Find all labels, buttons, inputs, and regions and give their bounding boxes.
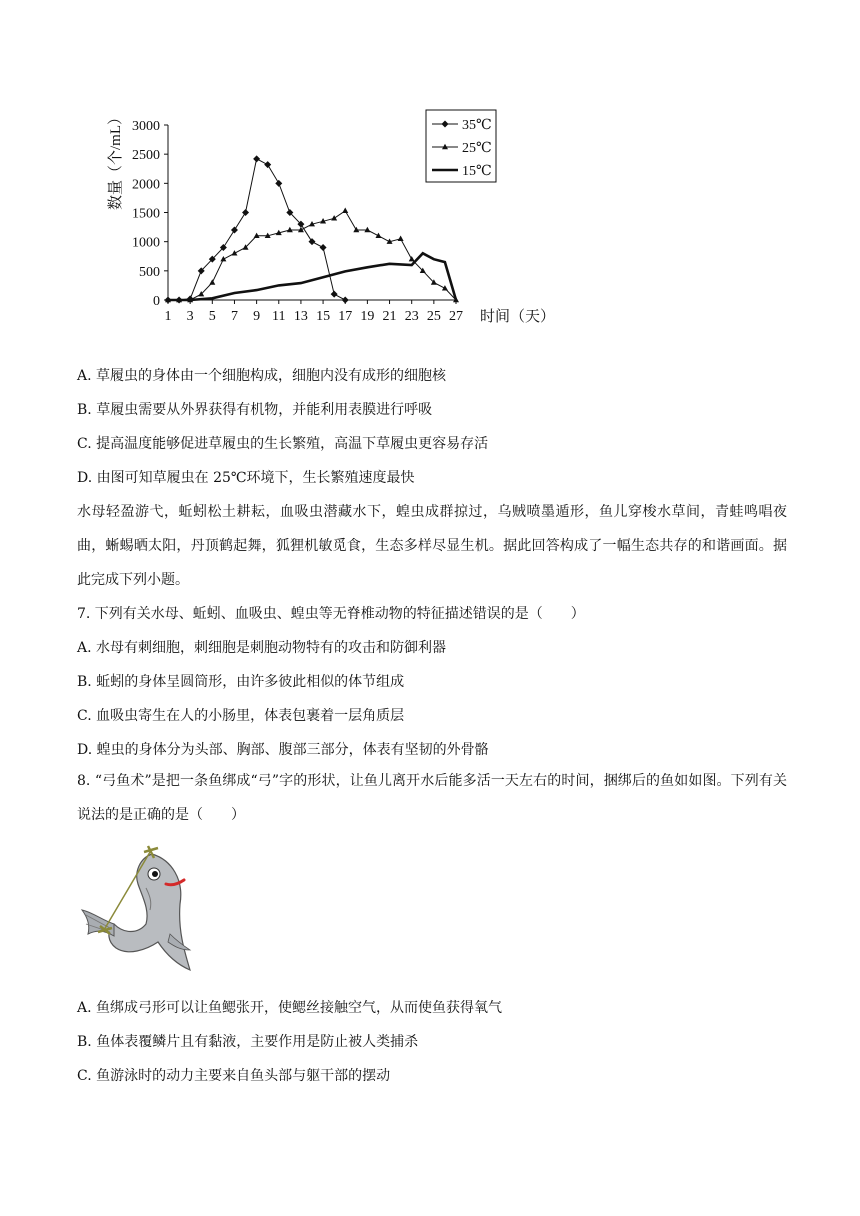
- q8-option-b: B. 鱼体表覆鳞片且有黏液，主要作用是防止被人类捕杀: [77, 1034, 419, 1050]
- x-tick-label: 21: [382, 309, 397, 324]
- legend-label: 35℃: [462, 118, 492, 133]
- data-point: [320, 244, 327, 251]
- data-point: [231, 250, 237, 255]
- q6-option-d: D. 由图可知草履虫在 25℃环境下，生长繁殖速度最快: [77, 470, 415, 486]
- y-tick-label: 0: [153, 294, 160, 309]
- q6-option-c: C. 提高温度能够促进草履虫的生长繁殖，高温下草履虫更容易存活: [77, 436, 489, 452]
- data-point: [253, 155, 260, 162]
- y-tick-label: 1500: [132, 206, 160, 222]
- x-tick-label: 11: [272, 309, 286, 324]
- x-tick-label: 27: [449, 309, 463, 324]
- data-point: [275, 180, 282, 187]
- data-point: [442, 285, 448, 290]
- q7-option-d: D. 蝗虫的身体分为头部、胸部、腹部三部分，体表有坚韧的外骨骼: [77, 742, 489, 758]
- x-tick-label: 1: [164, 309, 172, 324]
- x-tick-label: 3: [186, 309, 194, 324]
- x-tick-label: 19: [360, 309, 375, 324]
- population-line-chart: [100, 105, 580, 340]
- x-tick-label: 23: [404, 309, 419, 324]
- q7-stem: 7. 下列有关水母、蚯蚓、血吸虫、蝗虫等无脊椎动物的特征描述错误的是（ ）: [77, 606, 585, 622]
- y-axis-label: 数量（个/mL）: [108, 110, 124, 210]
- chart-legend: [426, 110, 496, 182]
- data-point: [331, 215, 337, 220]
- q8-stem: 8. “弓鱼术”是把一条鱼绑成“弓”字的形状，让鱼儿离开水后能多活一天左右的时间，捆绑后的鱼如如图。下列有关说法的是正确的是（ ）: [77, 773, 787, 823]
- x-tick-label: 5: [208, 309, 216, 324]
- q6-option-a: A. 草履虫的身体由一个细胞构成，细胞内没有成形的细胞核: [77, 368, 447, 384]
- x-tick-label: 9: [253, 309, 261, 324]
- q7-option-b: B. 蚯蚓的身体呈圆筒形，由许多彼此相似的体节组成: [77, 674, 405, 690]
- q7-option-a: A. 水母有刺细胞，刺细胞是刺胞动物特有的攻击和防御利器: [77, 640, 447, 656]
- data-point: [309, 238, 316, 245]
- data-point: [398, 236, 404, 241]
- q8-option-a: A. 鱼绑成弓形可以让鱼鳃张开，使鳃丝接触空气，从而使鱼获得氧气: [77, 1000, 503, 1016]
- q8-option-c: C. 鱼游泳时的动力主要来自鱼头部与躯干部的摆动: [77, 1068, 391, 1084]
- legend-label: 25℃: [462, 141, 492, 156]
- x-tick-label: 13: [293, 309, 308, 324]
- q7-option-c: C. 血吸虫寄生在人的小肠里，体表包裹着一层角质层: [77, 708, 405, 724]
- x-tick-label: 7: [230, 309, 238, 324]
- data-point: [231, 227, 238, 234]
- y-tick-label: 1000: [132, 235, 160, 251]
- chart-series: [165, 155, 460, 303]
- legend-label: 15℃: [462, 164, 492, 179]
- data-point: [209, 279, 215, 284]
- data-point: [375, 233, 381, 238]
- data-point: [409, 256, 415, 261]
- data-point: [242, 209, 249, 216]
- data-point: [220, 256, 226, 261]
- x-tick-label: 17: [338, 309, 353, 324]
- passage-text: 水母轻盈游弋，蚯蚓松土耕耘，血吸虫潜藏水下，蝗虫成群掠过，乌贼喷墨遁形，鱼儿穿梭水草间，青蛙鸣唱夜曲，蜥蜴晒太阳，丹顶鹤起舞，狐狸机敏觅食，生态多样尽显生机。据此回答构成了一幅生态共存的和谐画面。据此完成下列小题。: [77, 504, 787, 588]
- chart-axes: [132, 119, 463, 324]
- data-point: [331, 291, 338, 298]
- x-axis-label: 时间（天）: [480, 309, 556, 325]
- y-tick-label: 500: [139, 264, 160, 280]
- q6-option-b: B. 草履虫需要从外界获得有机物，并能利用表膜进行呼吸: [77, 402, 433, 418]
- y-tick-label: 2000: [132, 177, 160, 193]
- data-point: [264, 161, 271, 168]
- bow-fish-illustration: [80, 838, 200, 982]
- data-point: [342, 208, 348, 213]
- y-tick-label: 3000: [132, 119, 160, 134]
- x-tick-label: 25: [426, 309, 441, 324]
- x-tick-label: 15: [316, 309, 331, 324]
- y-tick-label: 2500: [132, 148, 160, 164]
- data-point: [342, 297, 349, 304]
